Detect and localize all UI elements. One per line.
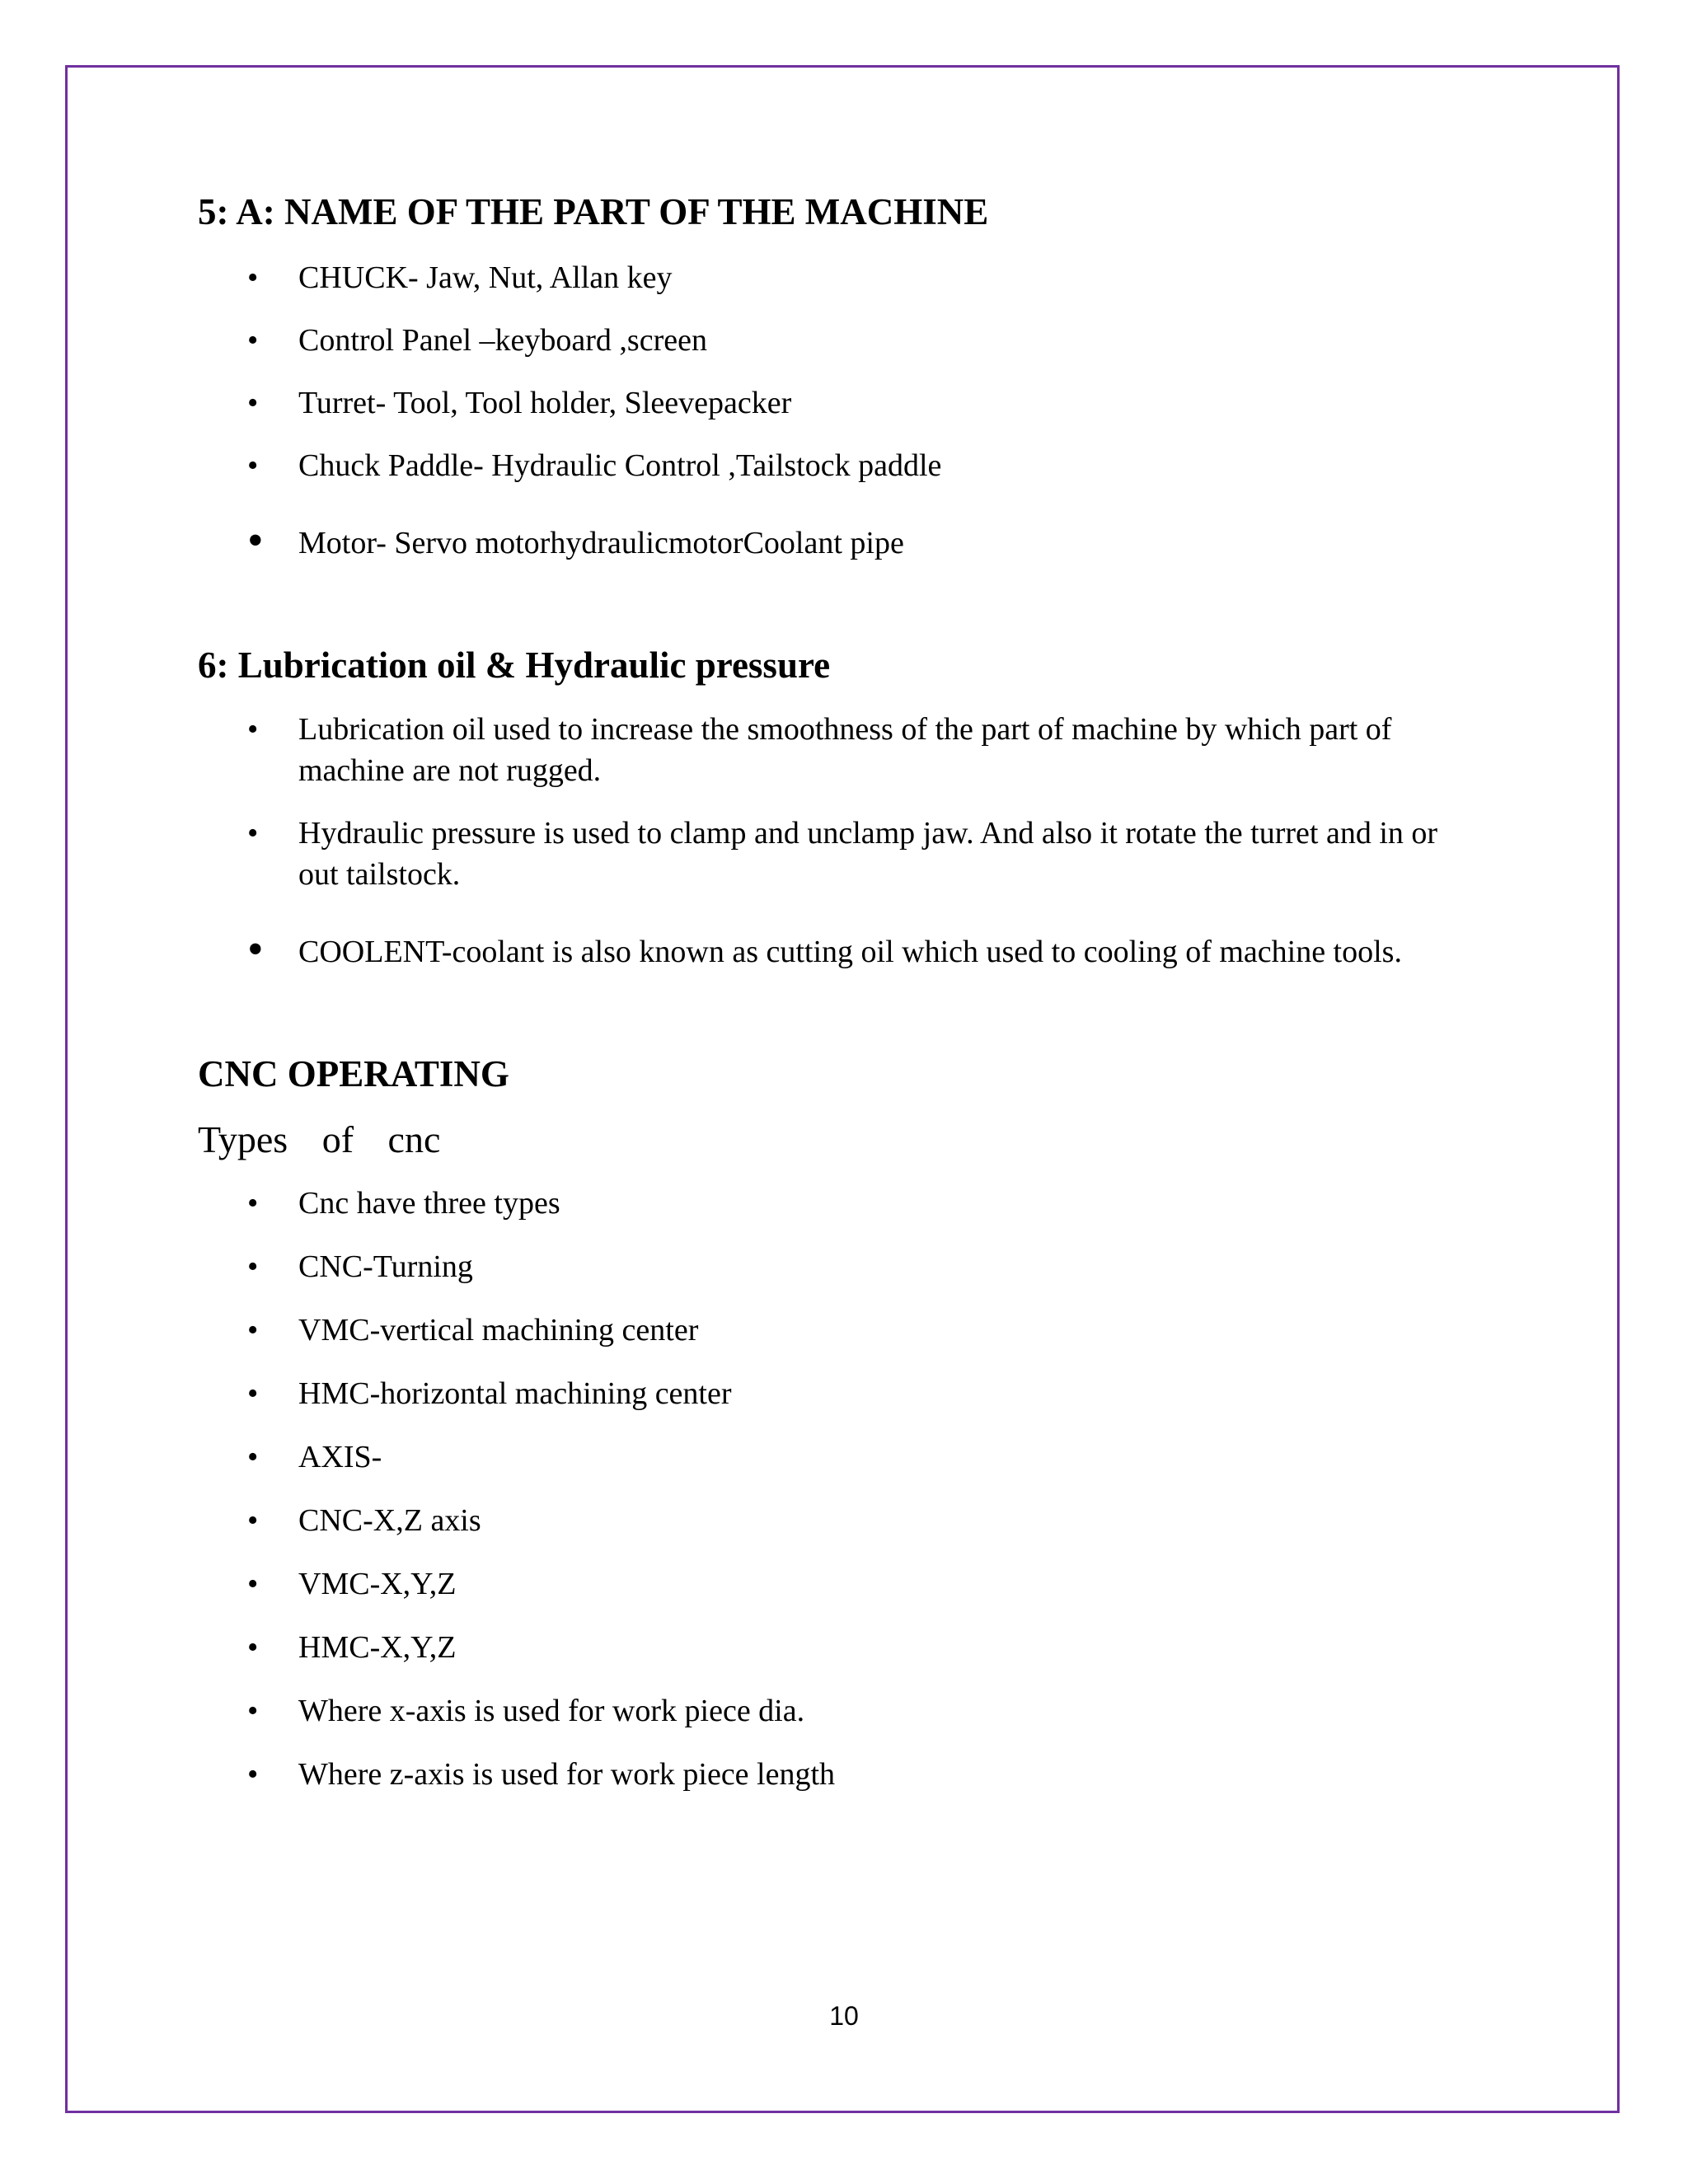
bullet-icon: • [247,1694,259,1728]
cnc-heading: CNC OPERATING [198,1053,509,1094]
list-item: • Where z-axis is used for work piece length [198,1754,1484,1795]
page-content [198,190,1484,1795]
bullet-icon: • [247,386,259,420]
list-item: • COOLENT-coolant is also known as cutting oil which used to cooling of machine tools. [247,924,1402,975]
list-item: • Control Panel –keyboard ,screen [198,320,1484,361]
cnc-subheading: Types of cnc [198,1118,441,1160]
list-item: • Chuck Paddle- Hydraulic Control ,Tailstock paddle [198,445,1484,486]
bullet-icon: • [247,448,259,483]
bullet-icon: • [247,1440,259,1474]
list-item: • Hydraulic pressure is used to clamp and unclamp jaw. And also it rotate the turret and in or out tailstock. [198,813,1484,895]
list-item: • Cnc have three types [198,1183,1484,1224]
bullet-icon: • [247,1186,259,1221]
list-item: • HMC-X,Y,Z [198,1627,1484,1668]
list-item: • VMC-vertical machining center [198,1310,1484,1351]
bullet-icon: • [247,323,259,358]
cnc-list [198,1183,1484,1795]
list-item: • VMC-X,Y,Z [198,1563,1484,1605]
bullet-icon: • [247,1757,259,1792]
section6-list [198,709,1484,975]
list-item: • Motor- Servo motorhydraulicmotorCoolant pipe [247,515,904,566]
list-item: • Lubrication oil used to increase the smoothness of the part of machine by which part of machine are not rugged. [198,709,1484,791]
bullet-icon: • [247,1630,259,1665]
bullet-icon: • [247,515,264,566]
bullet-icon: • [247,816,259,851]
section6-heading: 6: Lubrication oil & Hydraulic pressure [198,644,831,686]
list-item: • Turret- Tool, Tool holder, Sleevepacker [198,382,1484,424]
list-item: • AXIS- [198,1436,1484,1478]
section5-list [198,257,1484,564]
list-item: • HMC-horizontal machining center [198,1373,1484,1414]
list-item: • Where x-axis is used for work piece dia. [198,1690,1484,1732]
bullet-icon: • [247,1249,259,1284]
bullet-icon: • [247,1376,259,1411]
list-item: • CHUCK- Jaw, Nut, Allan key [198,257,1484,298]
list-item: • CNC-Turning [198,1246,1484,1287]
bullet-icon: • [247,712,259,747]
section5-heading: 5: A: NAME OF THE PART OF THE MACHINE [198,191,989,232]
bullet-icon: • [247,1503,259,1538]
bullet-icon: • [247,1313,259,1347]
bullet-icon: • [247,1567,259,1601]
list-item: • CNC-X,Z axis [198,1500,1484,1541]
bullet-icon: • [247,924,264,975]
page-number: 10 [829,2001,859,2031]
bullet-icon: • [247,260,259,295]
